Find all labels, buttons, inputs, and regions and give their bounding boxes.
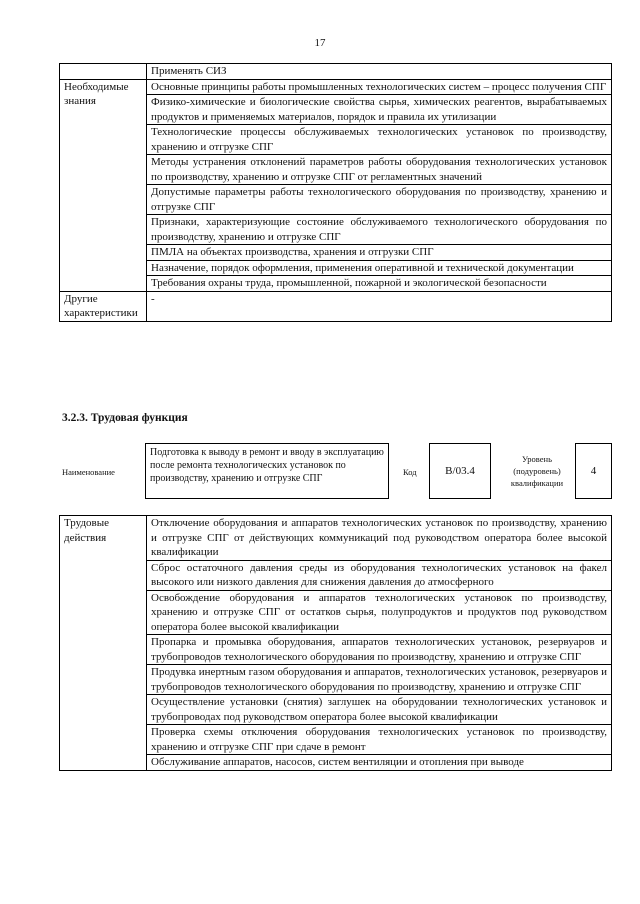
other-characteristics-value: - xyxy=(147,291,612,321)
knowledge-item: ПМЛА на объектах производства, хранения и отгрузки СПГ xyxy=(147,245,612,261)
table-cell: Применять СИЗ xyxy=(147,64,612,80)
table-row xyxy=(60,291,612,321)
empty-label-cell xyxy=(60,64,147,80)
action-item: Обслуживание аппаратов, насосов, систем вентиляции и отопления при выводе xyxy=(147,755,612,771)
table-row xyxy=(60,64,612,80)
function-name-box: Подготовка к выводу в ремонт и вводу в эксплуатацию после ремонта технологических установок по производству, хранению и отгрузке СПГ xyxy=(145,443,389,499)
qualification-level-label: Уровень (подуровень) квалификации xyxy=(510,454,564,488)
table-row xyxy=(60,79,612,95)
other-characteristics-label: Другие характеристики xyxy=(60,291,147,321)
knowledge-item: Требования охраны труда, промышленной, пожарной и экологической безопасности xyxy=(147,276,612,292)
code-value-box: В/03.4 xyxy=(429,443,491,499)
knowledge-item: Физико-химические и биологические свойства сырья, химических реагентов, вырабатываемых продуктов и применяемых материалов, порядок и правила их утилизации xyxy=(147,95,612,125)
knowledge-item: Признаки, характеризующие состояние обслуживаемого технологического оборудования по производству, хранению и отгрузке СПГ xyxy=(147,215,612,245)
action-item: Проверка схемы отключения оборудования технологических установок по производству, хранению и отгрузке СПГ при сдаче в ремонт xyxy=(147,725,612,755)
knowledge-item: Технологические процессы обслуживаемых технологических установок по производству, хранению и отгрузке СПГ xyxy=(147,125,612,155)
requirements-table xyxy=(59,63,612,322)
knowledge-item: Основные принципы работы промышленных технологических систем – процесс получения СПГ xyxy=(147,79,612,95)
action-item: Пропарка и промывка оборудования, аппаратов технологических установок, резервуаров и трубопроводов технологического оборудования по производству, хранению и отгрузке СПГ xyxy=(147,635,612,665)
table-row xyxy=(60,516,612,561)
code-label: Код xyxy=(403,467,417,477)
labor-actions-table xyxy=(59,515,612,771)
action-item: Продувка инертным газом оборудования и аппаратов, технологических установок, резервуаров и трубопроводов технологического оборудования по производству, хранению и отгрузке СПГ xyxy=(147,665,612,695)
action-item: Освобождение оборудования и аппаратов технологических установок по производству, хранению и отгрузке СПГ от остатков сырья, полупродуктов и продуктов под руководством оператора более высокой квалификации xyxy=(147,590,612,635)
knowledge-item: Методы устранения отклонений параметров работы оборудования технологических установок по производству, хранению и отгрузке СПГ от регламентных значений xyxy=(147,155,612,185)
action-item: Сброс остаточного давления среды из оборудования технологических установок на факел высокого или низкого давления для снижения давления до атмосферного xyxy=(147,560,612,590)
section-title: 3.2.3. Трудовая функция xyxy=(62,412,188,424)
page-number: 17 xyxy=(314,37,326,49)
knowledge-item: Допустимые параметры работы технологического оборудования по производству, хранению и отгрузке СПГ xyxy=(147,185,612,215)
labor-actions-label: Трудовые действия xyxy=(60,516,147,771)
action-item: Отключение оборудования и аппаратов технологических установок по производству, хранению и отгрузке СПГ от действующих коммуникаций под руководством оператора более высокой квалификации xyxy=(147,516,612,561)
name-label: Наименование xyxy=(62,467,115,477)
function-header xyxy=(59,441,612,503)
qualification-level-box: 4 xyxy=(575,443,612,499)
action-item: Осуществление установки (снятия) заглушек на оборудовании технологических установок и трубопроводах под руководством оператора более высокой квалификации xyxy=(147,695,612,725)
knowledge-item: Назначение, порядок оформления, применения оперативной и технической документации xyxy=(147,260,612,276)
knowledge-label: Необходимые знания xyxy=(60,79,147,291)
